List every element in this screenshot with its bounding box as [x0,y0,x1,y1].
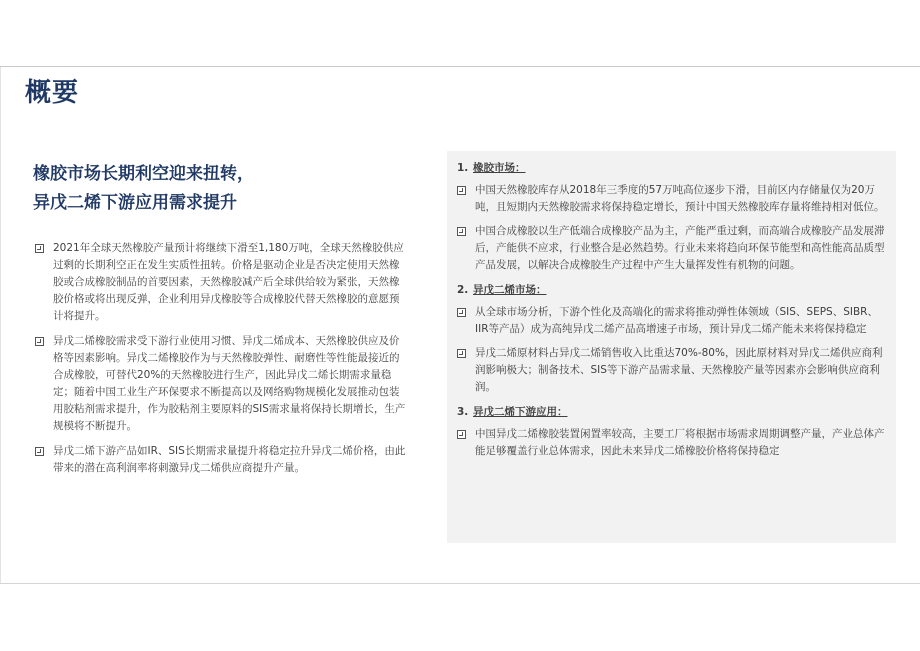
section-title-isoprene-market [457,282,886,299]
bullet-text: 2021年全球天然橡胶产量预计将继续下滑至1,180万吨，全球天然橡胶供应过剩的长期利空正在发生实质性扭转。价格是驱动企业是否决定使用天然橡胶或合成橡胶制品的首要因素，天然橡胶减产后全球供给较为紧张，天然橡胶价格或将出现反弹，企业利用异戊橡胶等合成橡胶代替天然橡胶的意愿预计将提升。 [53,242,404,322]
checkbox-bullet-icon [457,349,466,358]
section-title-rubber-market [457,160,886,177]
section-bullet-list [457,182,886,274]
bullet-text: 异戊二烯橡胶需求受下游行业使用习惯、异戊二烯成本、天然橡胶供应及价格等因素影响。异戊二烯橡胶作为与天然橡胶弹性、耐磨性等性能最接近的合成橡胶，可替代20%的天然橡胶进行生产，因此异戊二烯长期需求量稳定；随着中国工业生产环保要求不断提高以及网络购物规模化发展推动包装用胶粘剂需求提升，作为胶粘剂主要原料的SIS需求量将保持长期增长，生产规模将不断提升。 [53,335,406,432]
section-number: 3. [457,406,469,418]
section-number: 2. [457,284,469,296]
list-item [457,223,886,274]
header-divider [0,66,920,67]
checkbox-bullet-icon [457,308,466,317]
checkbox-bullet-icon [35,244,44,253]
list-item [457,426,886,460]
section-bullet-list [457,426,886,460]
list-item [35,333,407,435]
headline-line-1: 橡胶市场长期利空迎来扭转， [33,164,254,184]
section-title-text: 异戊二烯下游应用： [473,406,568,418]
checkbox-bullet-icon [35,337,44,346]
left-border [0,67,1,583]
checkbox-bullet-icon [35,447,44,456]
footer-divider [0,583,920,584]
section-title-text: 异戊二烯市场： [473,284,547,296]
list-item [35,240,407,325]
bullet-text: 异戊二烯下游产品如IR、SIS长期需求量提升将稳定拉升异戊二烯价格，由此带来的潜在高利润率将刺激异戊二烯供应商提升产量。 [53,445,406,474]
checkbox-bullet-icon [457,430,466,439]
section-number: 1. [457,162,469,174]
checkbox-bullet-icon [457,186,466,195]
list-item [457,182,886,216]
headline [33,160,413,218]
bullet-text: 从全球市场分析，下游个性化及高端化的需求将推动弹性体领域（SIS、SEPS、SIBR、IIR等产品）成为高纯异戊二烯产品高增速子市场，预计异戊二烯产能未来将保持稳定 [475,306,878,335]
checkbox-bullet-icon [457,227,466,236]
section-bullet-list [457,304,886,396]
section-title-text: 橡胶市场： [473,162,526,174]
bullet-text: 中国合成橡胶以生产低端合成橡胶产品为主，产能严重过剩，而高端合成橡胶产品发展滞后，产能供不应求，行业整合是必然趋势。行业未来将趋向环保节能型和高性能高品质型产品发展，以解决合成橡胶生产过程中产生大量挥发性有机物的问题。 [475,225,885,271]
list-item [35,443,407,477]
page-title: 概要 [25,78,80,108]
headline-line-2: 异戊二烯下游应用需求提升 [33,193,237,213]
bullet-text: 异戊二烯原材料占异戊二烯销售收入比重达70%-80%，因此原材料对异戊二烯供应商利润影响极大；制备技术、SIS等下游产品需求量、天然橡胶产量等因素亦会影响供应商利润。 [475,347,883,393]
summary-panel [447,151,896,543]
list-item [457,304,886,338]
bullet-text: 中国异戊二烯橡胶装置闲置率较高，主要工厂将根据市场需求周期调整产量，产业总体产能足够覆盖行业总体需求，因此未来异戊二烯橡胶价格将保持稳定 [475,428,885,457]
section-title-downstream-application [457,404,886,421]
left-bullet-list [35,240,407,485]
list-item [457,345,886,396]
bullet-text: 中国天然橡胶库存从2018年三季度的57万吨高位逐步下滑，目前区内存储量仅为20万吨，且短期内天然橡胶需求将保持稳定增长，预计中国天然橡胶库存量将维持相对低位。 [475,184,885,213]
